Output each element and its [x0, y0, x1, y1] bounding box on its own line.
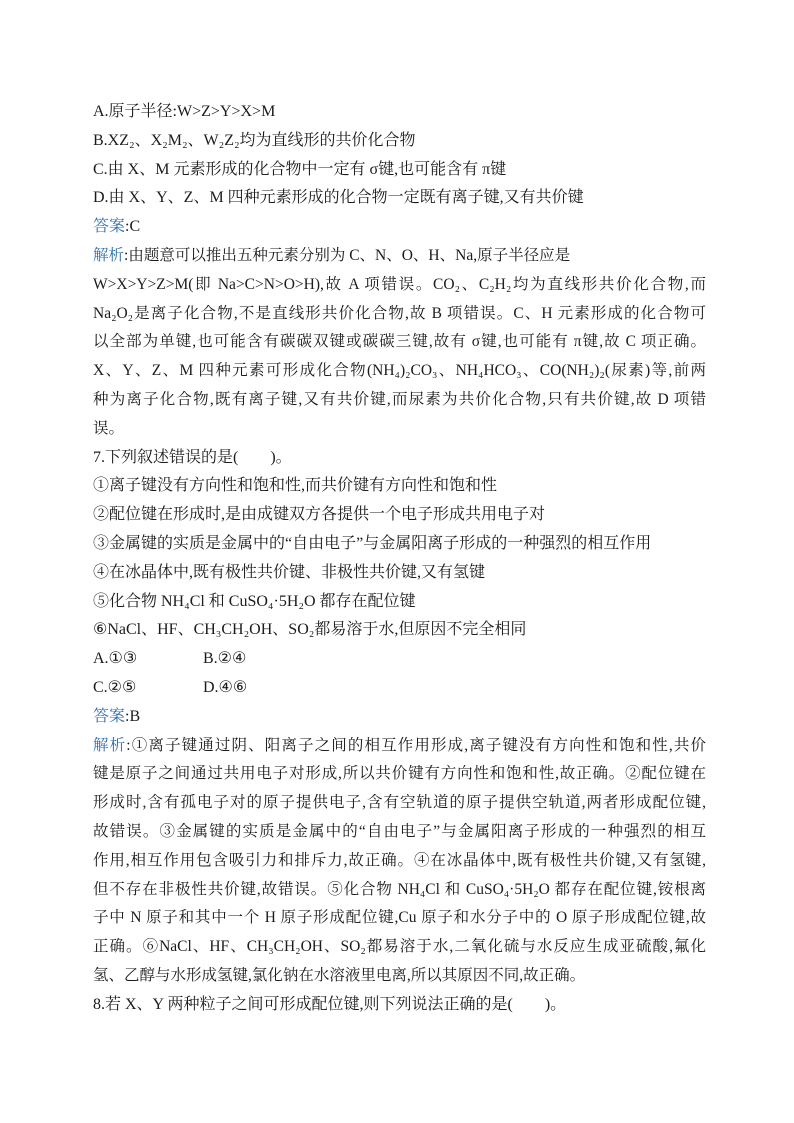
- q7-statement: ⑤化合物 NH₄Cl 和 CuSO₄·5H₂O 都存在配位键: [93, 592, 416, 610]
- q7-analysis-line: 氢、乙醇与水形成氢键,氯化钠在水溶液里电离,所以其原因不同,故正确。: [93, 966, 586, 984]
- q7-statement: ①离子键没有方向性和饱和性,而共价键有方向性和饱和性: [93, 477, 498, 495]
- q7-analysis-line: 正确。⑥NaCl、HF、CH₃CH₂OH、SO₂都易溶于水,二氧化硫与水反应生成亚硫酸,氟化: [93, 938, 706, 956]
- analysis-text: ①离子键通过阴、阳离子之间的相互作用形成,离子键没有方向性和饱和性,共价: [130, 736, 706, 754]
- q7-analysis-line: 子中 N 原子和其中一个 H 原子形成配位键,Cu 原子和水分子中的 O 原子形成配位键,故: [93, 909, 706, 927]
- answer-separator: :: [125, 218, 130, 236]
- q7-analysis-line: 作用,相互作用包含吸引力和排斥力,故正确。④在冰晶体中,既有极性共价键,又有氢键,: [93, 851, 706, 869]
- q7-choice-row: [93, 645, 706, 674]
- q7-statement: ②配位键在形成时,是由成键双方各提供一个电子形成共用电子对: [93, 506, 546, 524]
- q6-analysis-line: 误。: [93, 419, 125, 437]
- q6-analysis-line: X、Y、Z、M 四种元素可形成化合物(NH₄)₂CO₃、NH₄HCO₃、CO(NH₂)₂(尿素)等,前两: [93, 362, 706, 380]
- analysis-separator: :: [124, 246, 129, 264]
- page-content: [93, 98, 706, 1020]
- q7-choice-c: C.②⑤: [93, 678, 137, 696]
- analysis-text: 由题意可以推出五种元素分别为 C、N、O、H、Na,原子半径应是: [128, 246, 571, 264]
- analysis-label: 解析: [93, 246, 125, 264]
- q7-analysis-line: 故错误。③金属键的实质是金属中的“自由电子”与金属阳离子形成的一种强烈的相互: [93, 822, 706, 840]
- q7-choice-row: [93, 674, 706, 703]
- q7-analysis-line: 形成时,含有孤电子对的原子提供电子,含有空轨道的原子提供空轨道,两者形成配位键,: [93, 794, 706, 812]
- q6-answer: [93, 213, 706, 242]
- answer-label: 答案: [93, 707, 126, 725]
- q6-option-d: D.由 X、Y、Z、M 四种元素形成的化合物一定既有离子键,又有共价键: [93, 189, 584, 207]
- q7-choice-b: B.②④: [203, 650, 247, 668]
- q6-analysis-line: W>X>Y>Z>M(即 Na>C>N>O>H),故 A 项错误。CO₂、C₂H₂均为直线形共价化合物,而: [93, 275, 706, 293]
- answer-separator: :: [125, 707, 130, 725]
- answer-value: B: [129, 707, 141, 725]
- q6-option-a: A.原子半径:W>Z>Y>X>M: [93, 103, 276, 120]
- q6-option-b: B.XZ₂、X₂M₂、W₂Z₂均为直线形的共价化合物: [93, 131, 416, 149]
- q7-analysis-line: [93, 732, 706, 761]
- q6-analysis-line: [93, 242, 706, 271]
- q6-option-c: C.由 X、M 元素形成的化合物中一定有 σ键,也可能含有 π键: [93, 160, 507, 178]
- analysis-separator: :: [126, 736, 131, 754]
- analysis-label: 解析: [93, 736, 127, 754]
- q7-analysis-line: 键是原子之间通过共用电子对形成,所以共价键有方向性和饱和性,故正确。②配位键在: [93, 765, 706, 783]
- q6-analysis-line: 种为离子化合物,既有离子键,又有共价键,而尿素为共价化合物,只有共价键,故 D 项错: [93, 390, 706, 408]
- q7-statement: ③金属键的实质是金属中的“自由电子”与金属阳离子形成的一种强烈的相互作用: [93, 534, 652, 552]
- q7-statement: ⑥NaCl、HF、CH₃CH₂OH、SO₂都易溶于水,但原因不完全相同: [93, 621, 527, 639]
- answer-value: C: [129, 218, 141, 236]
- q6-analysis-line: Na₂O₂是离子化合物,不是直线形共价化合物,故 B 项错误。C、H 元素形成的化合物可: [93, 304, 706, 322]
- q7-statement: ④在冰晶体中,既有极性共价键、非极性共价键,又有氢键: [93, 563, 486, 581]
- answer-label: 答案: [93, 218, 126, 236]
- q7-choice-d: D.④⑥: [203, 678, 248, 696]
- q7-answer: [93, 703, 706, 732]
- q8-stem: 8.若 X、Y 两种粒子之间可形成配位键,则下列说法正确的是( )。: [93, 995, 567, 1013]
- q7-choice-a: A.①③: [93, 650, 138, 668]
- q7-analysis-line: 但不存在非极性共价键,故错误。⑤化合物 NH₄Cl 和 CuSO₄·5H₂O 都存在配位键,铵根离: [93, 880, 706, 898]
- q6-analysis-line: 以全部为单键,也可能含有碳碳双键或碳碳三键,故有 σ键,也可能有 π键,故 C 项正确。: [93, 333, 706, 351]
- q7-stem: 7.下列叙述错误的是( )。: [93, 448, 292, 466]
